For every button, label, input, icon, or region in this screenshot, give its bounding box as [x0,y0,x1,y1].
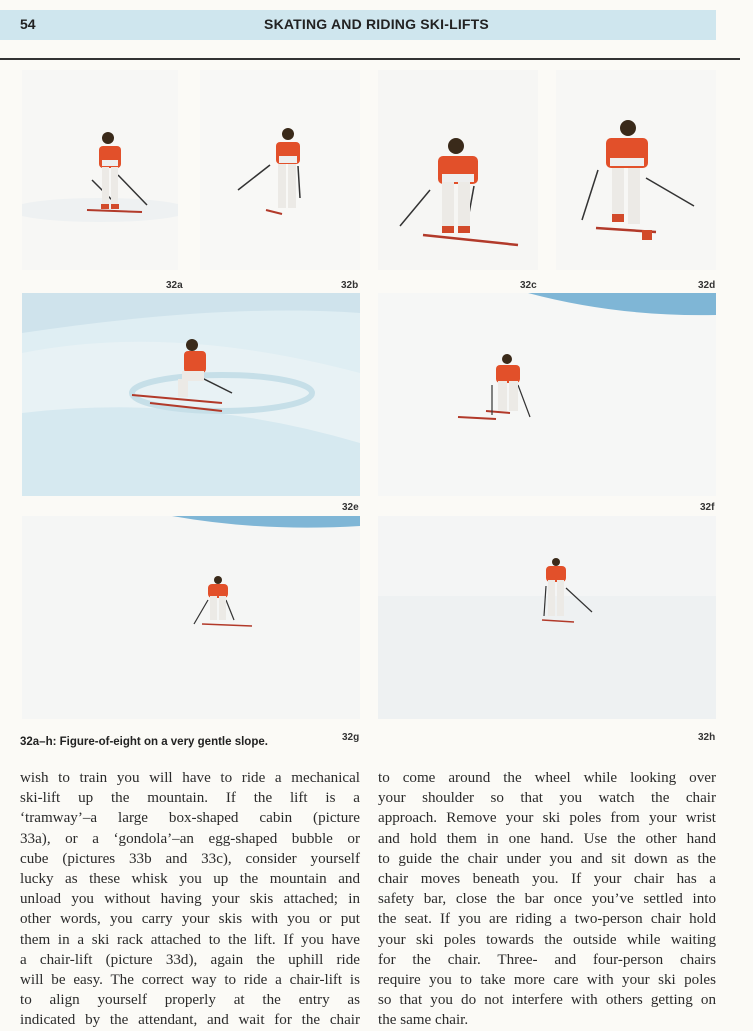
running-title: SKATING AND RIDING SKI-LIFTS [264,16,489,32]
text-line: lucky as these whisk you up the mountain and [20,871,360,888]
body-text-left-column [20,768,360,1031]
text-line: approach. Remove your ski poles from your wrist [378,810,716,827]
text-line: require you to take more care with your ski poles [378,972,716,989]
text-line: safety bar, close the bar once you’ve settled into [378,891,716,908]
figure-caption: 32a–h: Figure-of-eight on a very gentle slope. [20,736,268,748]
text-line: wish to train you will have to ride a mechanical [20,770,360,786]
text-line: chair moves beneath you. If your chair has a [378,871,716,888]
text-line: indicated by the attendant, and wait for the chair [20,1012,360,1029]
photo-label-32g: 32g [342,732,360,743]
text-line: 33a), or a ‘gondola’–an egg-shaped bubble or [20,830,360,847]
photo-32g [22,516,360,719]
photo-32c [378,70,538,270]
photo-label-32h: 32h [698,732,716,743]
header-rule [0,58,740,60]
text-line: unload you without having your skis attached; in [20,891,360,908]
text-line: to align yourself properly at the entry as [20,992,360,1009]
text-line: to come around the wheel while looking over [378,770,716,786]
text-line: and hold them in one hand. Use the other hand [378,830,716,847]
text-line: will be easy. The correct way to ride a chair-lift is [20,972,360,989]
text-line: the seat. If you are riding a two-person chair hold [378,911,716,928]
photo-32e [22,293,360,496]
text-line: your shoulder so that you watch the chair [378,790,716,807]
photo-label-32d: 32d [698,280,716,291]
text-line: ‘tramway’–a large box-shaped cabin (picture [20,810,360,827]
photo-32d [556,70,716,270]
text-line: for the chair. Three- and four-person chairs [378,951,716,968]
text-line: ski-lift up the mountain. If the lift is a [20,790,360,807]
photo-32a [22,70,178,270]
photo-label-32f: 32f [700,502,715,513]
photo-label-32a: 32a [166,280,183,291]
photo-label-32e: 32e [342,502,359,513]
text-line: to guide the chair under you and sit down as the [378,850,716,867]
photo-label-32b: 32b [341,280,359,291]
text-line: your ski poles towards the outside while waiting [378,931,716,948]
body-text-right-column [378,768,716,1031]
photo-32h [378,516,716,719]
text-line: so that you do not interfere with others getting on [378,992,716,1009]
photo-label-32c: 32c [520,280,537,291]
text-line: cube (pictures 33b and 33c), consider yourself [20,850,360,867]
text-line: the same chair. [378,1012,469,1029]
text-line: a chair-lift (picture 33d), again the uphill ride [20,951,360,968]
text-line: other words, you carry your skis with you or put [20,911,360,928]
text-line: them in a ski rack attached to the lift. If you have [20,931,360,948]
page-number: 54 [20,16,36,32]
photo-32f [378,293,716,496]
photo-32b [200,70,360,270]
